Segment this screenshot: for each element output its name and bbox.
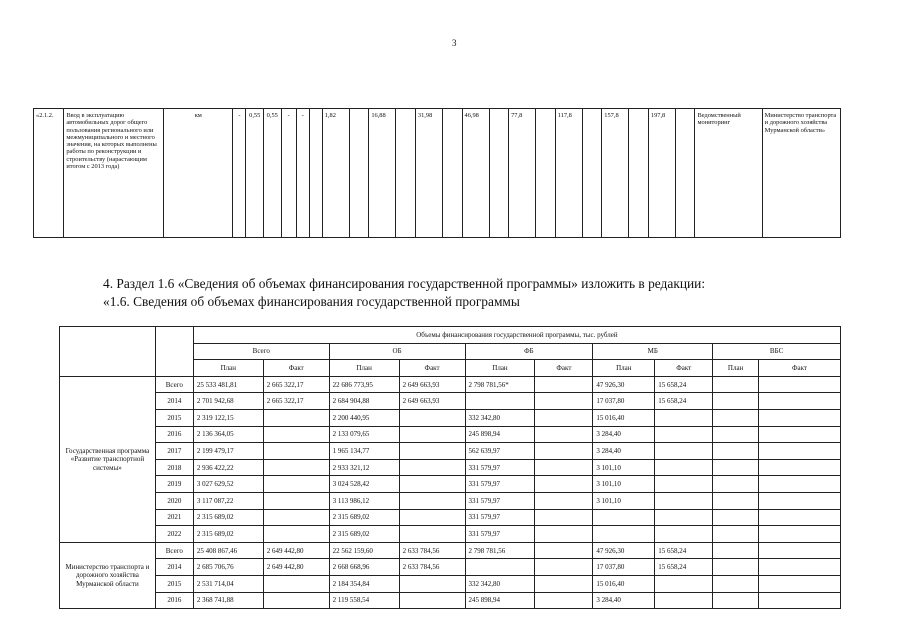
section-instruction: 4. Раздел 1.6 «Сведения об объемах финансирования государственной программы» изложить в редакции:	[103, 276, 706, 291]
fact-header: Факт	[759, 360, 841, 377]
value-cell	[713, 476, 759, 493]
value-cell: 25 533 481,81	[193, 376, 263, 393]
fact-header: Факт	[263, 360, 329, 377]
value-cell	[759, 559, 841, 576]
value-cell: 25 408 867,46	[193, 542, 263, 559]
value-cell: 2 531 714,04	[193, 575, 263, 592]
plan-header: План	[329, 360, 399, 377]
value-cell	[465, 559, 535, 576]
value-cell	[399, 443, 465, 460]
year-cell: 2015	[155, 575, 193, 592]
value-cell	[535, 409, 593, 426]
value-cell	[263, 476, 329, 493]
value-cell	[263, 492, 329, 509]
value-cell: 22 686 773,95	[329, 376, 399, 393]
year-cell: Всего	[155, 542, 193, 559]
value-cell	[535, 559, 593, 576]
value-cell	[263, 459, 329, 476]
value-cell	[655, 526, 713, 543]
value-cell	[759, 476, 841, 493]
value-cell	[535, 443, 593, 460]
indicator-cell	[309, 109, 322, 238]
table-row	[60, 592, 841, 609]
table-row	[60, 509, 841, 526]
plan-header: План	[713, 360, 759, 377]
value-cell: 332 342,80	[465, 409, 535, 426]
group-header: ВБС	[713, 343, 841, 360]
group-header: МБ	[593, 343, 713, 360]
indicator-value: 0,55	[246, 109, 264, 238]
value-cell: 2 200 440,95	[329, 409, 399, 426]
value-cell	[535, 393, 593, 410]
program-name: Государственная программа «Развитие транспортной системы»	[60, 376, 156, 542]
section-title: «1.6. Сведения об объемах финансирования государственной программы	[103, 294, 520, 309]
indicator-value: 157,8	[602, 109, 629, 238]
value-cell	[759, 426, 841, 443]
table-row	[60, 575, 841, 592]
group-header: ФБ	[465, 343, 593, 360]
value-cell: 2 119 558,54	[329, 592, 399, 609]
value-cell	[759, 592, 841, 609]
value-cell: 2 649 663,93	[399, 393, 465, 410]
indicator-value: 16,88	[369, 109, 396, 238]
value-cell	[759, 393, 841, 410]
plan-header: План	[465, 360, 535, 377]
group-header: ОБ	[329, 343, 465, 360]
table-row	[60, 459, 841, 476]
value-cell: 331 579,97	[465, 476, 535, 493]
year-cell: Всего	[155, 376, 193, 393]
value-cell	[759, 376, 841, 393]
value-cell: 15 658,24	[655, 376, 713, 393]
table-row	[60, 526, 841, 543]
indicator-value: 197,8	[648, 109, 675, 238]
value-cell: 1 965 134,77	[329, 443, 399, 460]
value-cell	[399, 492, 465, 509]
value-cell	[759, 526, 841, 543]
value-cell	[655, 443, 713, 460]
year-cell: 2014	[155, 393, 193, 410]
fact-header: Факт	[535, 360, 593, 377]
value-cell: 3 024 528,42	[329, 476, 399, 493]
indicator-cell	[629, 109, 649, 238]
super-header: Объемы финансирования государственной программы, тыс. рублей	[193, 327, 840, 344]
value-cell	[593, 526, 655, 543]
value-cell: 2 684 904,88	[329, 393, 399, 410]
value-cell	[535, 492, 593, 509]
table-row	[60, 559, 841, 576]
value-cell: 245 898,94	[465, 592, 535, 609]
value-cell	[535, 592, 593, 609]
value-cell: 2 649 663,93	[399, 376, 465, 393]
value-cell	[263, 575, 329, 592]
value-cell	[655, 476, 713, 493]
value-cell: 2 315 689,02	[329, 526, 399, 543]
value-cell	[263, 526, 329, 543]
value-cell: 562 639,97	[465, 443, 535, 460]
value-cell	[263, 592, 329, 609]
value-cell	[759, 459, 841, 476]
value-cell: 2 633 784,56	[399, 542, 465, 559]
indicator-source: Ведомственный мониторинг	[695, 109, 762, 238]
value-cell	[713, 426, 759, 443]
value-cell: 331 579,97	[465, 492, 535, 509]
indicator-name: Ввод в эксплуатацию автомобильных дорог общего пользования регионального или межмуниципального и местного значения, на которых выполнены работы по реконструкции и строительству (нарастающим итогом с 2013 года)	[64, 109, 164, 238]
indicator-value: 117,8	[555, 109, 582, 238]
plan-header: План	[193, 360, 263, 377]
value-cell	[535, 376, 593, 393]
value-cell	[759, 492, 841, 509]
value-cell: 2 315 689,02	[193, 526, 263, 543]
indicator-cell	[443, 109, 463, 238]
page-number: 3	[452, 38, 457, 48]
plan-header: План	[593, 360, 655, 377]
value-cell	[713, 393, 759, 410]
indicator-cell	[536, 109, 556, 238]
year-cell: 2019	[155, 476, 193, 493]
value-cell	[759, 542, 841, 559]
indicator-value: -	[281, 109, 296, 238]
value-cell	[535, 459, 593, 476]
value-cell	[399, 526, 465, 543]
value-cell: 331 579,97	[465, 509, 535, 526]
value-cell	[399, 575, 465, 592]
value-cell	[713, 509, 759, 526]
value-cell	[399, 509, 465, 526]
value-cell: 2 798 781,56	[465, 542, 535, 559]
value-cell: 3 101,10	[593, 476, 655, 493]
value-cell: 15 016,40	[593, 409, 655, 426]
value-cell: 2 649 442,80	[263, 559, 329, 576]
value-cell: 2 319 122,15	[193, 409, 263, 426]
table-row	[60, 376, 841, 393]
table-row	[60, 426, 841, 443]
value-cell	[399, 426, 465, 443]
value-cell: 3 284,40	[593, 443, 655, 460]
value-cell	[713, 443, 759, 460]
value-cell: 3 101,10	[593, 492, 655, 509]
group-header: Всего	[193, 343, 329, 360]
table-row	[60, 476, 841, 493]
finance-body	[60, 327, 841, 609]
value-cell: 15 658,24	[655, 393, 713, 410]
indicator-value: -	[296, 109, 309, 238]
value-cell	[399, 409, 465, 426]
value-cell	[263, 509, 329, 526]
value-cell: 331 579,97	[465, 526, 535, 543]
year-cell: 2015	[155, 409, 193, 426]
value-cell	[535, 542, 593, 559]
table-row	[60, 393, 841, 410]
value-cell	[713, 492, 759, 509]
table-row	[60, 492, 841, 509]
value-cell	[759, 443, 841, 460]
value-cell	[465, 393, 535, 410]
value-cell	[399, 459, 465, 476]
value-cell: 47 926,30	[593, 376, 655, 393]
value-cell	[655, 492, 713, 509]
value-cell	[655, 575, 713, 592]
indicator-cell	[349, 109, 369, 238]
year-cell: 2016	[155, 592, 193, 609]
indicator-value: 77,8	[509, 109, 536, 238]
value-cell: 2 633 784,56	[399, 559, 465, 576]
fact-header: Факт	[655, 360, 713, 377]
value-cell	[655, 592, 713, 609]
header-row	[60, 327, 841, 344]
value-cell: 2 136 364,05	[193, 426, 263, 443]
value-cell	[655, 426, 713, 443]
value-cell	[713, 575, 759, 592]
value-cell	[713, 542, 759, 559]
value-cell: 332 342,80	[465, 575, 535, 592]
value-cell: 2 199 479,17	[193, 443, 263, 460]
value-cell	[713, 526, 759, 543]
value-cell: 3 113 986,12	[329, 492, 399, 509]
ministry-name: Министерство транспорта и дорожного хозяйства Мурманской области	[60, 542, 156, 608]
indicator-row	[34, 109, 841, 238]
indicator-table	[33, 108, 841, 238]
value-cell	[535, 426, 593, 443]
value-cell: 15 016,40	[593, 575, 655, 592]
value-cell: 2 685 706,76	[193, 559, 263, 576]
value-cell: 2 936 422,22	[193, 459, 263, 476]
value-cell	[713, 376, 759, 393]
value-cell	[399, 476, 465, 493]
indicator-value: 0,55	[264, 109, 282, 238]
value-cell	[759, 409, 841, 426]
value-cell	[713, 409, 759, 426]
value-cell	[535, 526, 593, 543]
year-cell: 2020	[155, 492, 193, 509]
year-cell: 2021	[155, 509, 193, 526]
value-cell	[535, 509, 593, 526]
indicator-value: 46,98	[462, 109, 489, 238]
fact-header: Факт	[399, 360, 465, 377]
table-row	[60, 409, 841, 426]
indicator-responsible: Министерство транспорта и дорожного хозяйства Мурманской области»	[762, 109, 840, 238]
indicator-cell	[396, 109, 416, 238]
table-row	[60, 542, 841, 559]
value-cell: 2 701 942,68	[193, 393, 263, 410]
value-cell	[263, 443, 329, 460]
header-empty	[155, 327, 193, 377]
value-cell	[713, 559, 759, 576]
value-cell: 3 117 087,22	[193, 492, 263, 509]
indicator-cell	[489, 109, 509, 238]
value-cell: 2 133 079,65	[329, 426, 399, 443]
value-cell: 2 649 442,80	[263, 542, 329, 559]
value-cell	[535, 575, 593, 592]
value-cell	[759, 575, 841, 592]
value-cell: 3 101,10	[593, 459, 655, 476]
value-cell	[263, 426, 329, 443]
value-cell: 2 933 321,12	[329, 459, 399, 476]
indicator-cell	[582, 109, 602, 238]
value-cell: 2 665 322,17	[263, 376, 329, 393]
value-cell: 15 658,24	[655, 542, 713, 559]
value-cell: 245 898,94	[465, 426, 535, 443]
indicator-cell	[675, 109, 695, 238]
finance-table	[59, 326, 841, 609]
value-cell	[713, 459, 759, 476]
year-cell: 2014	[155, 559, 193, 576]
value-cell: 47 926,30	[593, 542, 655, 559]
value-cell	[759, 509, 841, 526]
year-cell: 2017	[155, 443, 193, 460]
indicator-value: 31,98	[415, 109, 442, 238]
value-cell: 3 284,40	[593, 592, 655, 609]
value-cell	[655, 459, 713, 476]
value-cell: 2 798 781,56*	[465, 376, 535, 393]
value-cell	[535, 476, 593, 493]
value-cell	[593, 509, 655, 526]
value-cell: 2 368 741,88	[193, 592, 263, 609]
value-cell	[713, 592, 759, 609]
year-cell: 2018	[155, 459, 193, 476]
value-cell: 2 315 689,02	[193, 509, 263, 526]
value-cell: 2 315 689,02	[329, 509, 399, 526]
year-cell: 2022	[155, 526, 193, 543]
value-cell	[399, 592, 465, 609]
value-cell: 331 579,97	[465, 459, 535, 476]
value-cell: 22 562 159,60	[329, 542, 399, 559]
indicator-value: 1,82	[322, 109, 349, 238]
value-cell	[655, 509, 713, 526]
table-row	[60, 443, 841, 460]
value-cell: 15 658,24	[655, 559, 713, 576]
value-cell: 17 037,80	[593, 559, 655, 576]
indicator-num: «2.1.2.	[34, 109, 64, 238]
value-cell	[655, 409, 713, 426]
indicator-unit: км	[164, 109, 233, 238]
header-empty	[60, 327, 156, 377]
value-cell: 17 037,80	[593, 393, 655, 410]
indicator-value: -	[233, 109, 246, 238]
year-cell: 2016	[155, 426, 193, 443]
value-cell: 3 284,40	[593, 426, 655, 443]
value-cell: 2 668 668,96	[329, 559, 399, 576]
value-cell: 3 027 629,52	[193, 476, 263, 493]
value-cell	[263, 409, 329, 426]
value-cell: 2 665 322,17	[263, 393, 329, 410]
value-cell: 2 184 354,84	[329, 575, 399, 592]
